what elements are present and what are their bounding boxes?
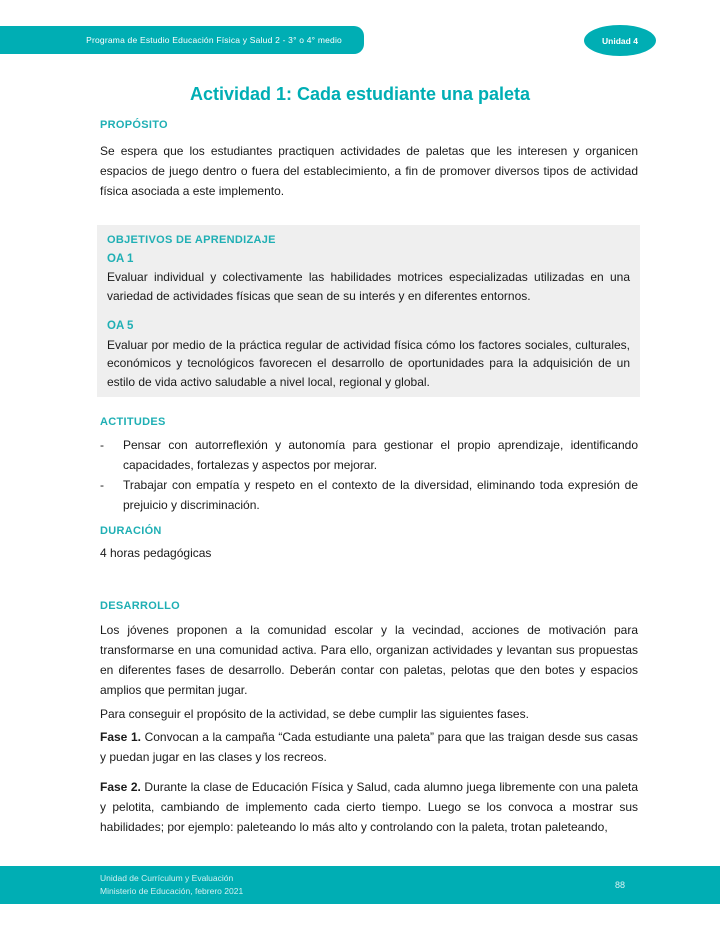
- footer-org-line2: Ministerio de Educación, febrero 2021: [100, 886, 244, 896]
- footer-org: [100, 872, 243, 898]
- footer-org-line1: Unidad de Currículum y Evaluación: [100, 873, 234, 883]
- desarrollo-heading: DESARROLLO: [100, 600, 180, 612]
- actitudes-text: Pensar con autorreflexión y autonomía para gestionar el propio aprendizaje, identificando capacidades, fortalezas y aspectos por mejorar.: [123, 438, 638, 472]
- bullet-dash: -: [100, 438, 104, 452]
- program-title: Programa de Estudio Educación Física y Salud 2 - 3° o 4° medio: [86, 35, 342, 45]
- objectives-box: [97, 225, 640, 397]
- duracion-text: 4 horas pedagógicas: [100, 546, 212, 560]
- fase-paragraph: [100, 777, 638, 837]
- fase-text: Durante la clase de Educación Física y Salud, cada alumno juega libremente con una paleta y pelotita, cambiando de implemento cada cierto tiempo. Luego se los convoca a mostrar sus habilidades; por ejemplo: paleteando lo más alto y controlando con la paleta, trotan paleteando,: [100, 780, 639, 834]
- desarrollo-paragraph: Los jóvenes proponen a la comunidad escolar y la vecindad, acciones de motivación para transformarse en una comunidad activa. Para ello, organizan actividades y levantan sus propuestas en diferentes fases de desarrollo. Deberán contar con paletas, pelotas que den botes y espacios amplios que permitan jugar.: [100, 623, 638, 697]
- activity-title: Actividad 1: Cada estudiante una paleta: [189, 84, 531, 104]
- objectives-heading: OBJETIVOS DE APRENDIZAJE: [107, 234, 276, 246]
- oa-item: [107, 250, 630, 306]
- fase-paragraph: [100, 727, 638, 767]
- proposito-heading: PROPÓSITO: [100, 119, 168, 131]
- oa-text: Evaluar por medio de la práctica regular de actividad física cómo los factores sociales, culturales, económicos y tecnológicos favorecen el desarrollo de oportunidades para la adquisición de un estilo de vida activo saludable a nivel local, regional y global.: [107, 337, 630, 389]
- content-column: [100, 114, 638, 837]
- actitudes-heading: ACTITUDES: [100, 416, 166, 428]
- oa-text: Evaluar individual y colectivamente las habilidades motrices especializadas utilizadas en una variedad de actividades físicas que sean de su interés y en diferentes entornos.: [107, 270, 630, 303]
- footer-bar: [0, 866, 720, 904]
- footer-page-number: 88: [614, 880, 625, 890]
- oa-code: OA 1: [107, 252, 134, 265]
- unit-badge: Unidad 4: [584, 25, 656, 56]
- actitudes-list: [100, 435, 638, 515]
- actitudes-item: [100, 435, 638, 475]
- oa-code: OA 5: [107, 320, 134, 332]
- fase-label: Fase 1.: [100, 730, 141, 744]
- oa-gap: [107, 305, 630, 317]
- header-bar: [0, 26, 364, 54]
- actitudes-item: [100, 475, 638, 515]
- actitudes-text: Trabajar con empatía y respeto en el contexto de la diversidad, eliminando toda expresión de prejuicio y discriminación.: [123, 478, 638, 512]
- fase-label: Fase 2.: [100, 780, 141, 794]
- duracion-heading: DURACIÓN: [100, 525, 162, 537]
- oa-item: [107, 317, 630, 391]
- desarrollo-paragraph: Para conseguir el propósito de la actividad, se debe cumplir las siguientes fases.: [100, 707, 529, 721]
- bullet-dash: -: [100, 478, 104, 492]
- fase-text: Convocan a la campaña “Cada estudiante una paleta” para que las traigan desde sus casas y puedan jugar en las clases y los recreos.: [100, 730, 638, 764]
- proposito-text: Se espera que los estudiantes practiquen actividades de paletas que les interesen y organicen espacios de juego dentro o fuera del establecimiento, a fin de promover diversos tipos de actividad física asociada a este implemento.: [100, 144, 638, 198]
